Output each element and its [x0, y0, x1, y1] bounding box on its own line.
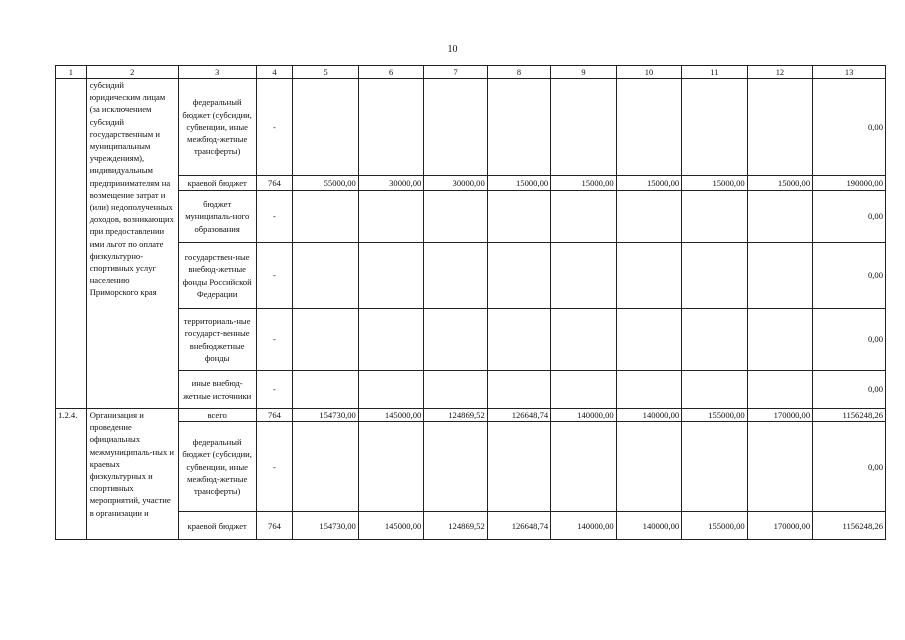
value-cell [747, 371, 812, 409]
header-cell: 5 [293, 66, 358, 79]
table-row [56, 512, 886, 540]
table-row [56, 176, 886, 191]
value-cell [358, 309, 423, 371]
value-cell [424, 309, 487, 371]
header-cell: 7 [424, 66, 487, 79]
value-cell [358, 243, 423, 309]
value-cell [616, 191, 681, 243]
total-cell: 0,00 [813, 422, 886, 512]
value-cell: 140000,00 [616, 409, 681, 422]
value-cell [616, 371, 681, 409]
value-cell: 140000,00 [551, 409, 616, 422]
total-cell: 0,00 [813, 309, 886, 371]
total-cell: 1156248,26 [813, 512, 886, 540]
value-cell [551, 309, 616, 371]
funding-source: бюджет муниципаль-ного образования [178, 191, 256, 243]
value-cell: 15000,00 [551, 176, 616, 191]
header-cell: 4 [256, 66, 293, 79]
value-cell [487, 422, 550, 512]
value-cell [682, 191, 747, 243]
total-cell: 1156248,26 [813, 409, 886, 422]
table-row [56, 191, 886, 243]
value-cell: 15000,00 [487, 176, 550, 191]
value-cell: 124869,52 [424, 409, 487, 422]
code-cell: 764 [256, 409, 293, 422]
funding-source: федеральный бюджет (субсидии, субвенции, иные межбюд-жетные трансферты) [178, 422, 256, 512]
value-cell [424, 79, 487, 176]
value-cell [487, 371, 550, 409]
header-cell: 3 [178, 66, 256, 79]
value-cell [358, 422, 423, 512]
value-cell: 15000,00 [682, 176, 747, 191]
code-cell: - [256, 243, 293, 309]
code-cell: - [256, 422, 293, 512]
code-cell: 764 [256, 176, 293, 191]
funding-source: территориаль-ные государст-венные внебюджетные фонды [178, 309, 256, 371]
value-cell: 15000,00 [616, 176, 681, 191]
funding-source: краевой бюджет [178, 512, 256, 540]
value-cell [747, 243, 812, 309]
item-name: субсидий юридическим лицам (за исключением субсидий государственным и муниципальным учреждениям), индивидуальным предпринимателям на возмещение затрат и (или) недополученных доходов, возникающих при предоставлении ими льгот по оплате физкультурно-спортивных услуг населению Приморского края [86, 79, 178, 409]
value-cell: 170000,00 [747, 409, 812, 422]
value-cell: 126648,74 [487, 409, 550, 422]
value-cell [424, 243, 487, 309]
table-row [56, 79, 886, 176]
table-row [56, 409, 886, 422]
total-cell: 190000,00 [813, 176, 886, 191]
value-cell [487, 243, 550, 309]
funding-source: всего [178, 409, 256, 422]
header-cell: 12 [747, 66, 812, 79]
value-cell: 145000,00 [358, 409, 423, 422]
value-cell: 30000,00 [424, 176, 487, 191]
header-cell: 9 [551, 66, 616, 79]
value-cell: 155000,00 [682, 512, 747, 540]
value-cell [424, 371, 487, 409]
value-cell [293, 79, 358, 176]
table-row [56, 243, 886, 309]
value-cell [682, 79, 747, 176]
value-cell: 55000,00 [293, 176, 358, 191]
funding-source: иные внебюд-жетные источники [178, 371, 256, 409]
value-cell [358, 79, 423, 176]
value-cell: 154730,00 [293, 409, 358, 422]
funding-source: краевой бюджет [178, 176, 256, 191]
value-cell [616, 422, 681, 512]
value-cell [358, 191, 423, 243]
value-cell [682, 243, 747, 309]
value-cell [682, 422, 747, 512]
table-row [56, 371, 886, 409]
value-cell [682, 371, 747, 409]
total-cell: 0,00 [813, 371, 886, 409]
value-cell: 140000,00 [616, 512, 681, 540]
item-number [56, 79, 87, 409]
value-cell [747, 422, 812, 512]
code-cell: - [256, 191, 293, 243]
funding-source: государствен-ные внебюд-жетные фонды Российской Федерации [178, 243, 256, 309]
value-cell [424, 422, 487, 512]
value-cell [293, 243, 358, 309]
value-cell: 126648,74 [487, 512, 550, 540]
code-cell: - [256, 79, 293, 176]
value-cell [682, 309, 747, 371]
value-cell [551, 79, 616, 176]
value-cell: 170000,00 [747, 512, 812, 540]
value-cell [616, 309, 681, 371]
value-cell [293, 371, 358, 409]
budget-table [55, 65, 886, 540]
total-cell: 0,00 [813, 191, 886, 243]
value-cell [616, 79, 681, 176]
value-cell [487, 79, 550, 176]
value-cell [747, 79, 812, 176]
value-cell [487, 191, 550, 243]
value-cell [358, 371, 423, 409]
header-cell: 10 [616, 66, 681, 79]
code-cell: - [256, 309, 293, 371]
value-cell [551, 422, 616, 512]
total-cell: 0,00 [813, 79, 886, 176]
value-cell [551, 243, 616, 309]
value-cell [551, 191, 616, 243]
value-cell [487, 309, 550, 371]
header-cell: 11 [682, 66, 747, 79]
value-cell [551, 371, 616, 409]
value-cell [747, 191, 812, 243]
value-cell: 30000,00 [358, 176, 423, 191]
header-cell: 2 [86, 66, 178, 79]
value-cell: 140000,00 [551, 512, 616, 540]
value-cell [293, 309, 358, 371]
page-number: 10 [447, 44, 458, 55]
header-cell: 1 [56, 66, 87, 79]
code-cell: 764 [256, 512, 293, 540]
value-cell [293, 191, 358, 243]
value-cell [424, 191, 487, 243]
table-row [56, 309, 886, 371]
code-cell: - [256, 371, 293, 409]
funding-source: федеральный бюджет (субсидии, субвенции, иные межбюд-жетные трансферты) [178, 79, 256, 176]
header-cell: 13 [813, 66, 886, 79]
value-cell: 154730,00 [293, 512, 358, 540]
value-cell: 124869,52 [424, 512, 487, 540]
header-row [56, 66, 886, 79]
item-name: Организация и проведение официальных межмуниципаль-ных и краевых физкультурных и спортивных мероприятий, участие в организации и [86, 409, 178, 540]
item-number: 1.2.4. [56, 409, 87, 540]
header-cell: 6 [358, 66, 423, 79]
value-cell: 155000,00 [682, 409, 747, 422]
header-cell: 8 [487, 66, 550, 79]
value-cell [747, 309, 812, 371]
value-cell: 145000,00 [358, 512, 423, 540]
value-cell [616, 243, 681, 309]
table-row [56, 422, 886, 512]
value-cell [293, 422, 358, 512]
total-cell: 0,00 [813, 243, 886, 309]
value-cell: 15000,00 [747, 176, 812, 191]
